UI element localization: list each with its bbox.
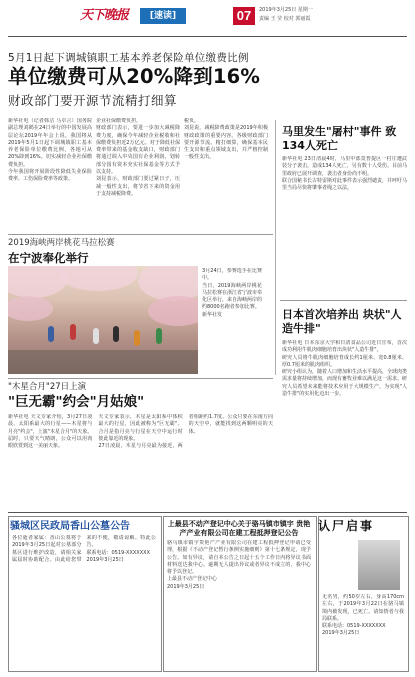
lead-subhead: 5月1日起下调城镇职工基本养老保险单位缴费比例	[8, 52, 249, 64]
marathon-photo	[8, 266, 198, 374]
notice-title: 认尸启事	[318, 519, 375, 533]
lead-headline: 单位缴费可从20%降到16%	[8, 65, 261, 88]
page-number: 07	[233, 7, 255, 25]
notice-body: 无名男，约50岁左右，身高170cm左右，于2019年3月22日在骆马镇境内被发现，已死亡。请知情者与我局联系。 联系电话：0519-XXXXXXX 2019年3月25日	[322, 594, 404, 637]
side-divider	[280, 300, 407, 301]
lead-deck: 财政部门要开源节流精打细算	[8, 93, 178, 108]
masthead: 天下晚报	[80, 8, 129, 23]
side-story2-title: 日本首次培养出 块状"人造牛排"	[282, 308, 402, 335]
section-tag: [速读]	[140, 8, 186, 24]
column-divider	[275, 120, 276, 375]
moon-headline: "巨无霸"约会"月姑娘"	[8, 394, 145, 410]
photo-caption: 3月24日，参赛选手在比赛中。 当日，2019海峡两岸桃花马拉松赛在浙江省宁波市奉化区举行，来自海峡两岸的约8000名跑者参加比赛。 新华社发	[202, 268, 262, 318]
photo-bottom-rule	[8, 378, 273, 379]
lead-body-col2: 企业社保缴费负担。 财政部门表示，要进一步加大减税降费力度，确保今年减轻企业税收和社保缴费负担近2万亿元。对于降低社保费率带来的基金收支缺口，财政部门将通过调入中央国有企业利润、划转部分国有资本充实社保基金等方式予以支持。 刘昆表示，财政部门要过紧日子，压减一般性支出，将节省下来的资金用于支持减税降费。	[96, 118, 180, 197]
photo-kicker: 2019海峡两岸桃花马拉松赛	[8, 238, 115, 248]
lead-bottom-rule	[8, 234, 273, 235]
photo-title: 在宁波奉化举行	[8, 251, 89, 265]
moon-kicker: "木星合月"27日上演	[8, 382, 87, 392]
side-story2-body: 新华社电 日本东京大学和日清食品公司近日宣布，首次成功利用牛肌肉细胞培育出块状"人造牛排"。 研究人员将牛肌肉细胞培育成长约1厘米、宽0.8厘米、厚0.7厘米的肌肉组织。 研究小组认为，随着人口增加和生活水平提高，全球肉类需求量将持续增加，而现有畜牧业难以满足这一需求。研究人员希望未来能将技术应用于大规模生产，为实现"人造牛排"的实用化迈出一步。	[282, 340, 407, 398]
ad-cemetery-body: 各位逝者家属：香山公墓将于2019年3月25日起对公墓部分墓区进行维护改造，请相关家属届时协助配合。由此给您带来的不便，敬请谅解。特此公告。 联系电话：0519-XXXXXXX 2019年3月25日	[12, 535, 156, 563]
moon-body: 新华社电 天文专家介绍，3月27日凌晨，太阳系最大的行星——木星将与月亮"约会"，上演"木星合月"的天象。届时，只要天气晴朗，公众可以用肉眼欣赏到这一美丽天象。 天文专家表示，木星是太阳系中体积最大的行星，因此被称为"巨无霸"。合月是指月亮与行星在天空中运行时彼此靠近的现象。 27日凌晨，木星与月亮最为接近，两者相距约1.7度。公众只要在东南方向的天空中，就能找到这两颗明亮的天体。	[8, 414, 273, 450]
ad-registration-body: 骆马镇市镇宇贵艳产产业有限公司在建工程抵押登记申请已受理，根据《不动产登记暂行条例实施细则》第十七条规定，现予公告。如有异议，请自本公告之日起十五个工作日内将异议书面材料送达我中心。逾期无人提出异议或者异议不成立的，我中心将予以登记。 上最县不动产登记中心 2019年3月25日	[167, 540, 311, 590]
ads-top-rule	[8, 512, 407, 513]
lead-body-col1: 新华社电（记者韩洁 马卓言）国务院副总理刘鹤在24日举行的中国发展高层论坛2019年年会上说，我国将从2019年5月1日起下调城镇职工基本养老保险单位缴费比例，各地可从20%降到16%。切实减轻企业社保缴费负担。 今年我国将开展阶段性降低失业保险费率、工伤保险费率等政策。	[8, 118, 92, 183]
ad-registration-title: 上最县不动产登记中心关于骆马镇市镇宇 贵艳产产业有限公司在建工程抵押登记公告	[167, 520, 311, 537]
header-rule	[8, 36, 407, 37]
ad-cemetery-title: 骚城区民政局香山公墓公告	[10, 521, 130, 532]
date-line: 2019年3月25日 星期一	[259, 7, 313, 13]
editors-line: 责编 王 莹 校对 郭丽霞	[259, 16, 311, 22]
notice-photo	[358, 540, 400, 590]
lead-body-col3: 税负。 刘昆说，减税降费政策是2019年积极财政政策的重要内容。各级财政部门要开源节流、精打细算，确保基本民生支出和重点领域支出，并严格控制一般性支出。	[184, 118, 268, 161]
side-story-body: 新华社电 23日清晨4时，马里中部莫普提区一村庄遭武装分子袭击，造成134人死亡，另有数十人受伤。目前马里政府已展开调查，袭击者身份尚不明。 联合国秘书长古特雷斯对此事件表示强烈谴责，并呼吁马里当局尽快将肇事者绳之以法。	[282, 156, 407, 192]
side-story-title: 马里发生"屠村"事件 致134人死亡	[282, 125, 397, 152]
